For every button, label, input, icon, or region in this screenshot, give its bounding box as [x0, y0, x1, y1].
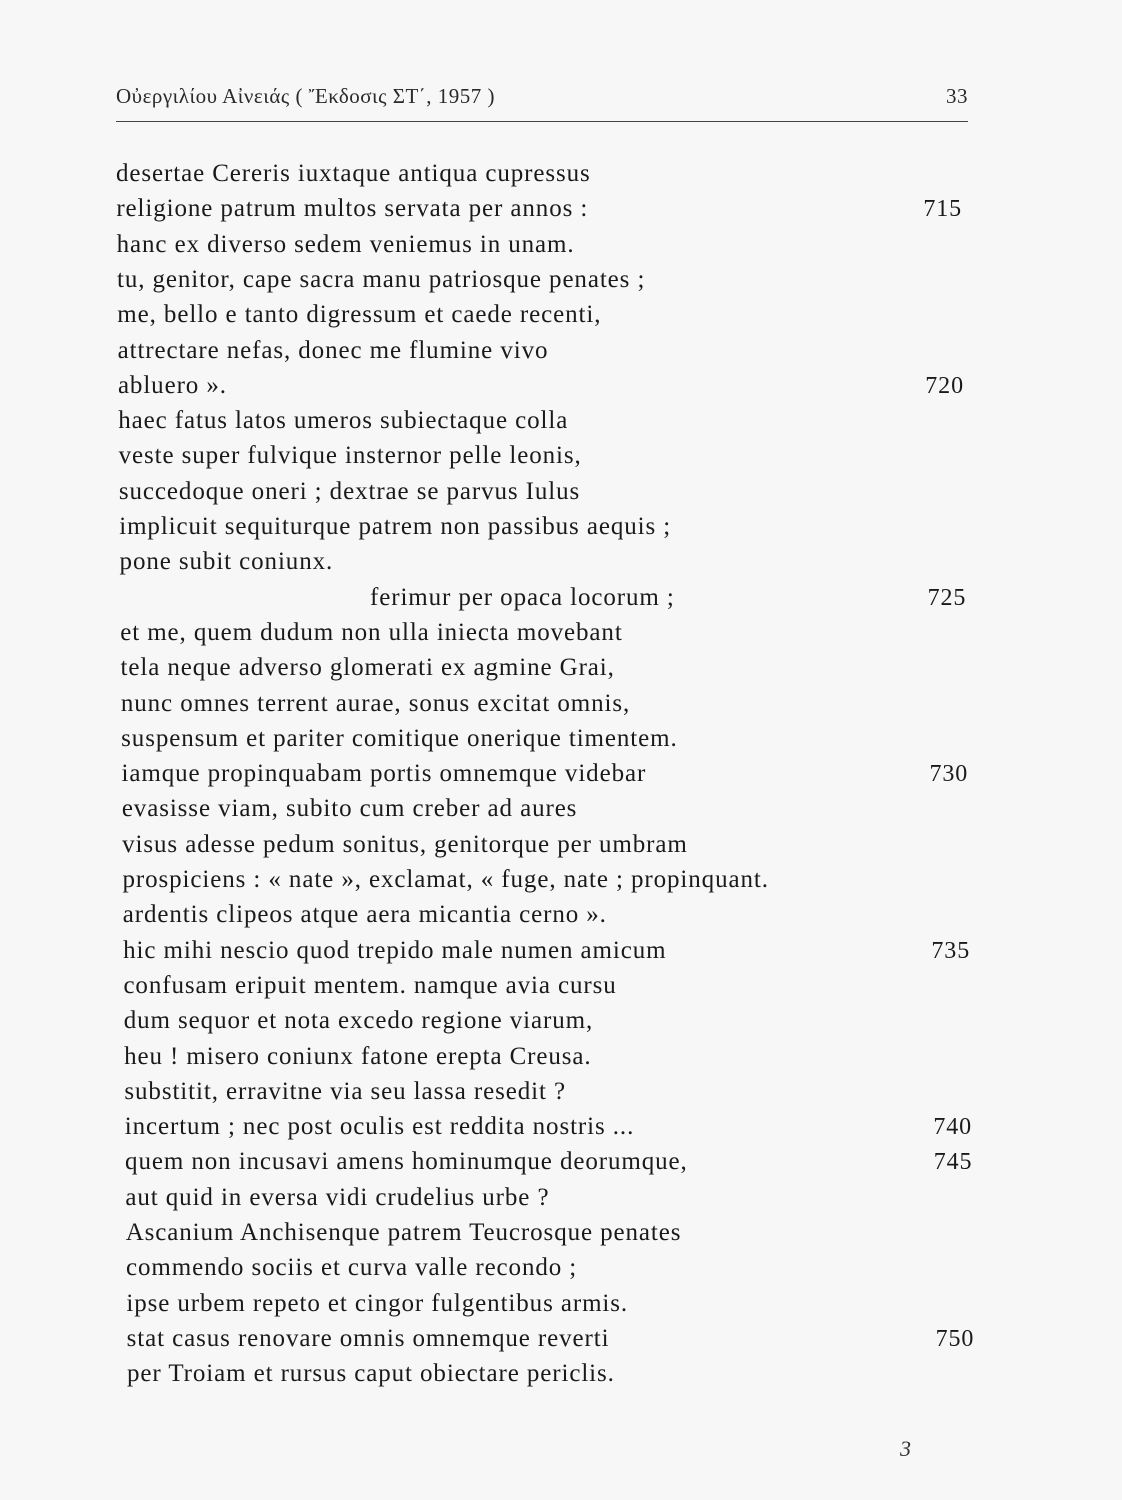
verse-text: visus adesse pedum sonitus, genitorque per umbram [122, 830, 688, 858]
verse-text: dum sequor et nota excedo regione viarum, [123, 1007, 594, 1035]
verse-text: pone subit coniunx. [119, 548, 334, 576]
verse-text: quem non incusavi amens hominumque deorumque, [125, 1148, 688, 1176]
verse-text: evasisse viam, subito cum creber ad aures [121, 795, 578, 823]
verse-text: per Troiam et rursus caput obiectare periclis. [127, 1360, 615, 1388]
verse-text: abluero ». [117, 371, 227, 399]
verse-text: tela neque adverso glomerati ex agmine Grai, [120, 654, 615, 682]
verse-text: suspensum et pariter comitique onerique timentem. [121, 724, 678, 752]
line-number: 725 [927, 584, 967, 611]
line-number: 745 [933, 1149, 973, 1176]
verse-text: me, bello e tanto digressum et caede recenti, [117, 301, 602, 329]
verse-text: substitit, erravitne via seu lassa resedit ? [124, 1077, 566, 1105]
verse-text: religione patrum multos servata per annos : [116, 195, 589, 223]
verse-text: iamque propinquabam portis omnemque videbar [121, 760, 647, 788]
line-number: 715 [923, 196, 963, 223]
verse-text: hanc ex diverso sedem veniemus in unam. [116, 230, 575, 258]
verse-text: desertae Cereris iuxtaque antiqua cupressus [116, 160, 591, 187]
verse-text: succedoque oneri ; dextrae se parvus Iulus [118, 477, 581, 505]
verse-text: et me, quem dudum non ulla iniecta movebant [120, 618, 623, 646]
verse-text: nunc omnes terrent aurae, sonus excitat omnis, [120, 689, 631, 717]
page-number: 33 [946, 84, 968, 108]
line-number: 740 [933, 1114, 973, 1141]
verse-text: commendo sociis et curva valle recondo ; [126, 1254, 578, 1282]
verse-text: tu, genitor, cape sacra manu patriosque penates ; [116, 265, 646, 293]
verse-text: veste super fulvique insternor pelle leonis, [118, 442, 582, 470]
verse-text: implicuit sequiturque patrem non passibus aequis ; [119, 513, 672, 540]
verse-text: ipse urbem repeto et cingor fulgentibus armis. [126, 1289, 629, 1317]
verse-text: confusam eripuit mentem. namque avia cursu [123, 971, 617, 999]
verse-text: ferimur per opaca locorum ; [370, 583, 675, 611]
signature-mark: 3 [900, 1436, 911, 1461]
verse-text: prospiciens : « nate », exclamat, « fuge, nate ; propinquant. [122, 866, 769, 893]
verse-text: stat casus renovare omnis omnemque reverti [126, 1324, 610, 1352]
verse-text: aut quid in eversa vidi crudelius urbe ? [125, 1183, 550, 1211]
verse-text: Ascanium Anchisenque patrem Teucrosque penates [125, 1219, 682, 1246]
line-number: 730 [929, 761, 969, 788]
verse-text: haec fatus latos umeros subiectaque colla [118, 407, 569, 435]
verse-text: incertum ; nec post oculis est reddita nostris ... [124, 1113, 635, 1141]
verse-text: heu ! misero coniunx fatone erepta Creusa. [124, 1042, 592, 1070]
verse-text: attrectare nefas, donec me flumine vivo [117, 336, 549, 364]
verse-text: ardentis clipeos atque aera micantia cerno ». [122, 901, 607, 929]
verse-text: hic mihi nescio quod trepido male numen amicum [123, 936, 667, 964]
line-number: 720 [925, 372, 964, 399]
running-title: Οὐεργιλίου Αἰνειάς ( Ἔκδοσις ΣΤ΄, 1957 ) [116, 84, 496, 108]
line-number: 735 [931, 937, 971, 964]
line-number: 750 [935, 1325, 975, 1352]
